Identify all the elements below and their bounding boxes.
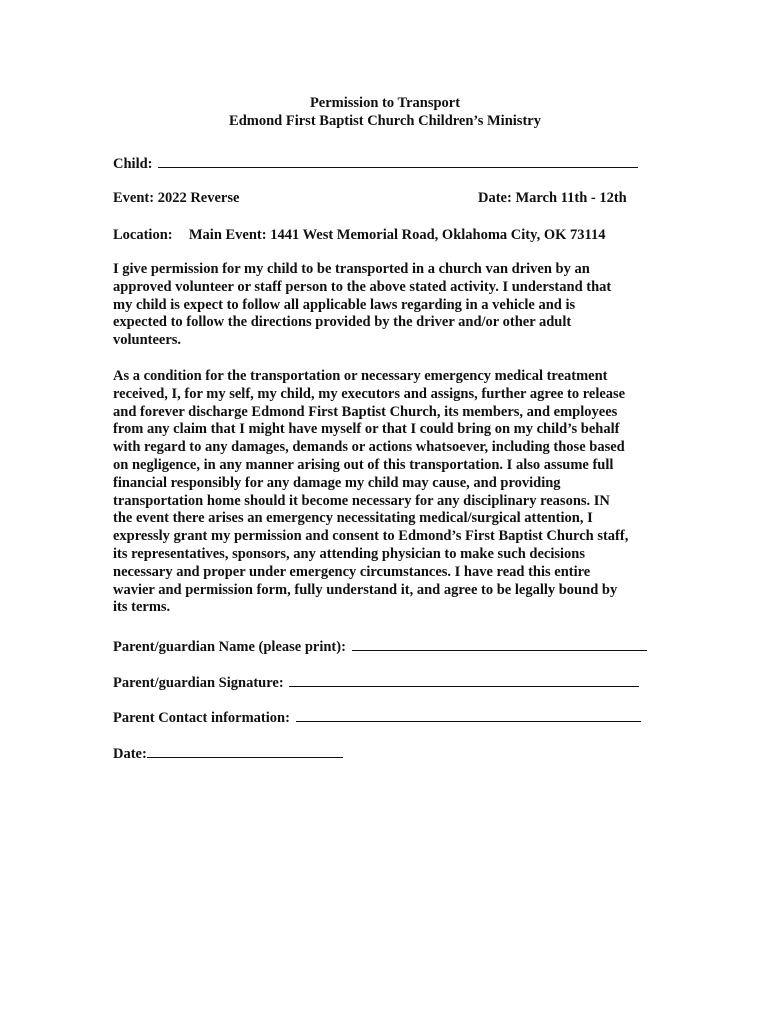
- paragraph-line: from any claim that I might have myself or that I could bring on my child’s behalf: [113, 421, 620, 438]
- paragraph-line: I give permission for my child to be transported in a church van driven by an: [113, 261, 590, 277]
- paragraph-line: As a condition for the transportation or necessary emergency medical treatment: [113, 368, 608, 384]
- guardian-signature-label: Parent/guardian Signature:: [113, 675, 284, 691]
- paragraph-line: its representatives, sponsors, any attending physician to make such decisions: [113, 545, 585, 562]
- paragraph-line: expected to follow the directions provided by the driver and/or other adult: [113, 314, 572, 331]
- contact-field[interactable]: [296, 707, 641, 722]
- paragraph-line: on negligence, in any manner arising out of this transportation. I also assume full: [113, 456, 614, 473]
- event-label: Event: 2022 Reverse: [113, 190, 240, 206]
- paragraph-line: and forever discharge Edmond First Baptist Church, its members, and employees: [113, 403, 618, 420]
- location-label: Location:: [113, 227, 173, 243]
- form-subtitle: Edmond First Baptist Church Children’s Ministry: [229, 113, 541, 129]
- paragraph-line: approved volunteer or staff person to the above stated activity. I understand that: [113, 278, 612, 295]
- contact-label: Parent Contact information:: [113, 710, 290, 726]
- date-row: [113, 743, 343, 763]
- contact-row: [113, 707, 641, 727]
- guardian-signature-row: [113, 672, 639, 692]
- paragraph-line: transportation home should it become necessary for any disciplinary reasons. IN: [113, 492, 610, 509]
- guardian-name-label: Parent/guardian Name (please print):: [113, 639, 346, 655]
- location-value: Main Event: 1441 West Memorial Road, Oklahoma City, OK 73114: [188, 227, 606, 243]
- paragraph-line: necessary and proper under emergency circumstances. I have read this entire: [113, 563, 591, 580]
- paragraph-line: expressly grant my permission and consent to Edmond’s First Baptist Church staff,: [113, 528, 629, 545]
- paragraph-line: received, I, for my self, my child, my executors and assigns, further agree to release: [113, 385, 626, 402]
- child-row: [113, 153, 638, 173]
- date-field[interactable]: [147, 743, 343, 758]
- paragraph-line: its terms.: [113, 599, 171, 616]
- paragraph-line: with regard to any damages, demands or actions whatsoever, including those based: [113, 439, 625, 456]
- form-title: Permission to Transport: [309, 95, 461, 111]
- guardian-name-row: [113, 636, 647, 656]
- location-row: [113, 226, 605, 244]
- guardian-name-field[interactable]: [352, 636, 647, 651]
- release-paragraph: [113, 368, 658, 617]
- child-label: Child:: [113, 156, 153, 172]
- paragraph-line: the event there arises an emergency necessitating medical/surgical attention, I: [113, 510, 593, 527]
- permission-paragraph: [113, 261, 658, 350]
- paragraph-line: my child is expect to follow all applicable laws regarding in a vehicle and is: [113, 296, 576, 313]
- paragraph-line: volunteers.: [113, 332, 182, 349]
- date-label: Date:: [113, 746, 147, 762]
- paragraph-line: financial responsibly for any damage my child may cause, and providing: [113, 474, 561, 491]
- guardian-signature-field[interactable]: [289, 672, 639, 687]
- paragraph-line: wavier and permission form, fully understand it, and agree to be legally bound by: [113, 581, 618, 598]
- event-date: Date: March 11th - 12th: [478, 190, 627, 206]
- child-field[interactable]: [158, 153, 638, 168]
